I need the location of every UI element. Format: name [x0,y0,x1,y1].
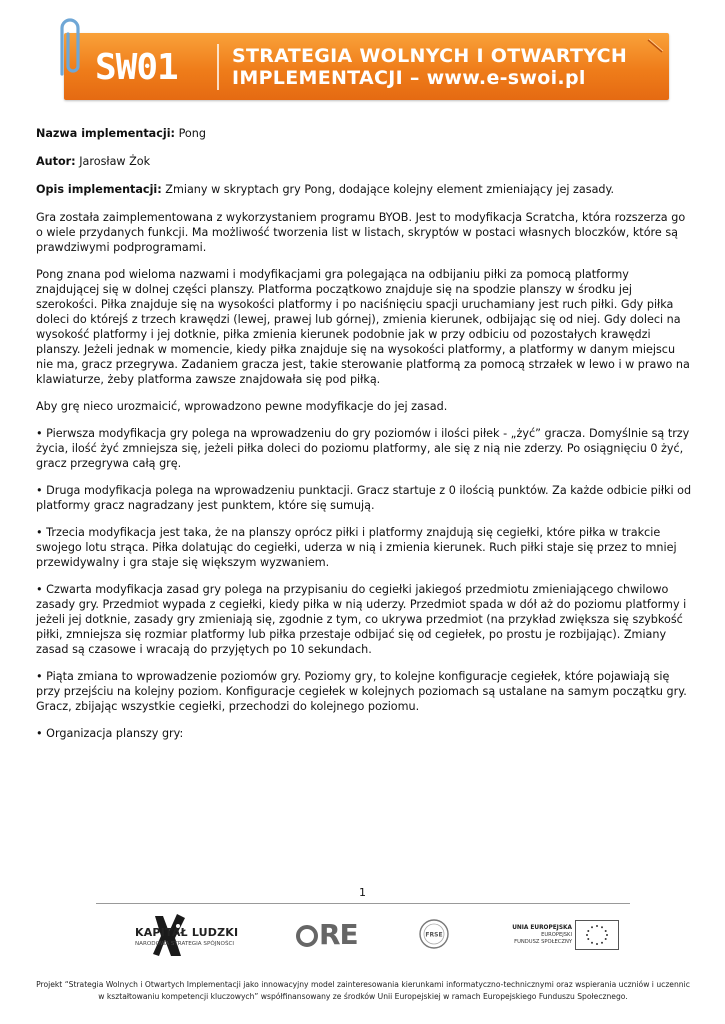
desc-label: Opis implementacji: [36,183,162,196]
ore-text: RE [319,918,358,951]
footer-divider [96,903,630,904]
document-body [36,126,692,741]
name-value: Pong [175,127,206,140]
logo: SW01 [95,47,178,88]
name-label: Nazwa implementacji: [36,127,176,140]
ore-o-icon [296,925,318,947]
project-note: Projekt “Strategia Wolnych i Otwartych Implementacji jako innowacyjny model zainteresowania kierunkami informatyczno-technicznymi oraz wspierania uczniów i uczennic w kształtowaniu kompetencji kluczowych” współfinansowany ze środków Unii Europejskiej w ramach Europejskiego Funduszu Społecznego. [36,980,690,1001]
ore-logo [296,920,358,950]
implementation-description [36,182,692,197]
bullet-item: • Piąta zmiana to wprowadzenie poziomów gry. Poziomy gry, to kolejne konfiguracje cegiełek, które pojawiają się przy przejściu na kolejny poziom. Konfiguracje cegiełek w kolejnych poziomach są ustalane na samym początku gry. Gracz, zbijając wszystkie cegiełki, przechodzi do kolejnego poziomu. [36,670,687,713]
eu-flag-icon [575,920,619,950]
bullet-item: • Organizacja planszy gry: [36,727,184,740]
kapital-ludzki-subtitle: NARODOWA STRATEGIA SPÓJNOŚCI [135,941,235,947]
kapital-ludzki-title: KAPITAŁ LUDZKI [135,926,239,939]
author-label: Autor: [36,155,76,168]
banner-title-line1: STRATEGIA WOLNYCH I OTWARTYCH [232,45,628,67]
implementation-author [36,154,692,169]
paperclip-icon [48,14,90,80]
page-number: 1 [359,886,366,899]
logo-divider [217,44,219,90]
paragraph: Gra została zaimplementowana z wykorzystaniem programu BYOB. Jest to modyfikacja Scratcha, która rozszerza go o wiele przydanych funkcji. Ma możliwość tworzenia list w listach, skryptów w postaci własnych bloczków, które są prawdziwymi podprogramami. [36,211,686,254]
frse-text: FRSE [425,931,443,939]
ue-title: UNIA EUROPEJSKA [512,925,572,931]
ue-subtitle [498,932,572,946]
frse-seal-icon [418,918,450,950]
bullet-item: • Czwarta modyfikacja zasad gry polega na przypisaniu do cegiełki jakiegoś przedmiotu zmieniającego chwilowo zasady gry. Przedmiot wypada z cegiełki, kiedy piłka w nią uderzy. Przedmiot spada w dół aż do poziomu platformy i jeżeli jej dotknie, zasady gry zmieniają się, zgodnie z tym, co ukrywa przedmiot (na przykład zwiększa się szybkość piłki, zmniejsza się rozmiar platformy lub piłka przestaje odbijać się od cegiełek, po prostu je rozbijając). Zmiany zasad są czasowe i wracają do przyjętych po 10 sekundach. [36,583,687,656]
bullet-item: • Pierwsza modyfikacja gry polega na wprowadzeniu do gry poziomów i ilości piłek - „żyć” gracza. Domyślnie są trzy życia, ilość żyć zmniejsza się, jeżeli piłka doleci do poziomu platformy, ale się z nią nie zderzy. Po osiągnięciu 0 żyć, gracz przegrywa całą grę. [36,427,690,470]
implementation-name [36,126,692,141]
ue-subtitle-line1: EUROPEJSKI [541,932,572,938]
banner-title [232,45,652,89]
pencil-icon [646,38,664,56]
author-value: Jarosław Żok [75,155,151,168]
paragraph: Pong znana pod wieloma nazwami i modyfikacjami gra polegająca na odbijaniu piłki za pomocą platformy znajdującej się w dolnej części planszy. Platforma początkowo znajduje się na spodzie planszy w środku jej szerokości. Piłka znajduje się na wysokości platformy i po naciśnięciu spacji uruchamiany jest ruch piłki. Gdy piłka doleci do którejś z trzech krawędzi (lewej, prawej lub górnej), zmienia kierunek, odbijając się od niej. Gdy doleci na wysokość platformy i jej dotknie, piłka zmienia kierunek podobnie jak w przy odbiciu od pozostałych krawędzi planszy. Jeżeli jednak w momencie, kiedy piłka znajduje się na wysokości platformy, a platformy w danym miejscu nie ma, gracz przegrywa. Zadaniem gracza jest, takie sterowanie platformą za pomocą strzałek w lewo i w prawo na klawiaturze, żeby platforma zawsze znajdowała się pod piłką. [36,268,690,386]
bullet-item: • Druga modyfikacja polega na wprowadzeniu punktacji. Gracz startuje z 0 ilością punktów. Za każde odbicie piłki od platformy gracz nagradzany jest punktem, które się sumują. [36,484,692,512]
bullet-item: • Trzecia modyfikacja jest taka, że na planszy oprócz piłki i platformy znajdują się cegiełki, które piłka w trakcie swojego lotu strąca. Piłka dolatując do cegiełki, uderza w nią i zmienia kierunek. Ruch piłki staje się przez to mniej przewidywalny i gra staje się większym wyzwaniem. [36,526,677,569]
banner-title-line2: IMPLEMENTACJI – www.e-swoi.pl [232,67,586,89]
ue-subtitle-line2: FUNDUSZ SPOŁECZNY [514,939,572,945]
paragraph: Aby grę nieco urozmaicić, wprowadzono pewne modyfikacje do jej zasad. [36,400,448,413]
desc-value: Zmiany w skryptach gry Pong, dodające kolejny element zmieniający jej zasady. [161,183,615,196]
